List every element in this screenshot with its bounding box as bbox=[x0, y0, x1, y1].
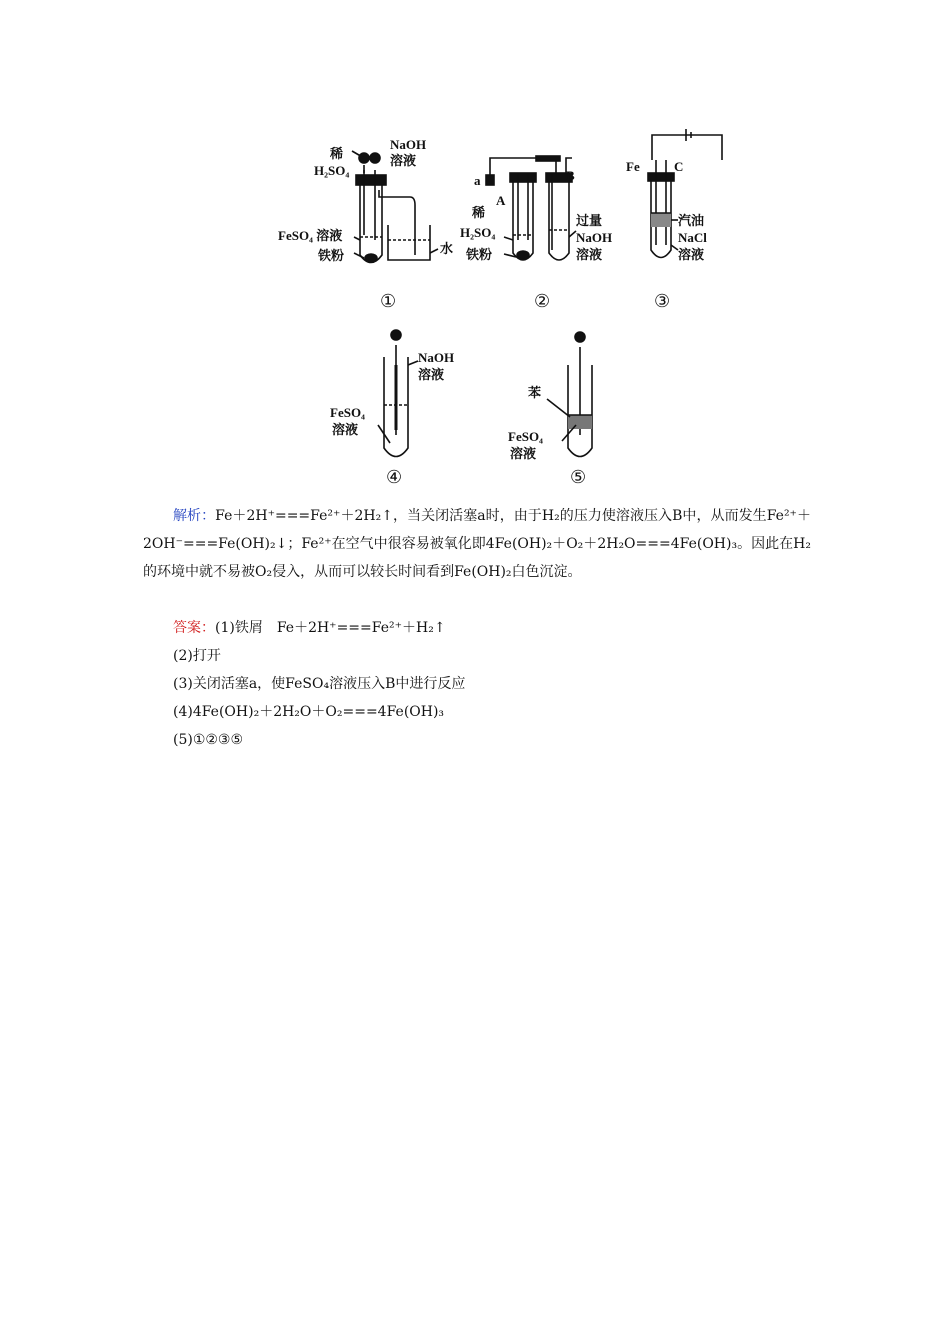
f1-feso4-label: FeSO₄ 溶液 bbox=[278, 228, 343, 243]
analysis-text: Fe＋2H⁺===Fe²⁺＋2H₂↑，当关闭活塞a时，由于H₂的压力使溶液压入B中，从而发生Fe²⁺＋2OH⁻===Fe(OH)₂↓；Fe²⁺在空气中很容易被氧化即4Fe(OH)₂＋O₂＋2H₂O===4Fe(OH)₃。因此在H₂的环境中就不易被O₂侵入，从而可以较长时间看到Fe(OH)₂白色沉淀。 bbox=[143, 508, 811, 580]
answer-item-4: (4)4Fe(OH)₂＋2H₂O＋O₂===4Fe(OH)₃ bbox=[173, 704, 445, 720]
apparatus-diagram bbox=[260, 125, 707, 495]
f2-h2so4-label: H₂SO₄ bbox=[460, 225, 496, 240]
f2-rongye-label: 溶液 bbox=[576, 247, 603, 262]
answer-item-1: (1)铁屑 Fe＋2H⁺===Fe²⁺＋H₂↑ bbox=[215, 620, 446, 636]
f2-B-label: B bbox=[566, 168, 575, 183]
f4-naoh-label: NaOH bbox=[418, 350, 455, 365]
f3-fe-label: Fe bbox=[626, 159, 640, 174]
f2-xi-label: 稀 bbox=[472, 205, 486, 220]
answer-item-3: (3)关闭活塞a，使FeSO₄溶液压入B中进行反应 bbox=[173, 676, 466, 692]
f3-rongye-label: 溶液 bbox=[678, 247, 705, 262]
answer-block bbox=[143, 614, 811, 754]
f2-tiefen-label: 铁粉 bbox=[466, 247, 493, 262]
f2-A-label: A bbox=[496, 193, 506, 208]
figure-number-3: ③ bbox=[654, 291, 671, 312]
f5-feso4-label: FeSO₄ bbox=[508, 429, 543, 444]
f1-tiefen-label: 铁粉 bbox=[318, 248, 345, 263]
f2-guoliang-label: 过量 bbox=[576, 213, 603, 228]
f4-rongye2-label: 溶液 bbox=[332, 422, 359, 437]
f1-naoh-label: NaOH bbox=[390, 137, 427, 152]
f3-qiyou-label: 汽油 bbox=[678, 213, 705, 228]
apparatus-1 bbox=[356, 153, 430, 263]
figure-number-1: ① bbox=[380, 291, 397, 312]
answer-label: 答案： bbox=[173, 620, 215, 636]
f4-feso4-label: FeSO₄ bbox=[330, 405, 365, 420]
answer-line-1 bbox=[143, 614, 811, 642]
answer-item-5: (5)①②③⑤ bbox=[173, 732, 244, 748]
apparatus-figure bbox=[260, 125, 707, 495]
f2-a-label: a bbox=[474, 173, 481, 188]
figure-number-4: ④ bbox=[386, 467, 403, 488]
apparatus-2 bbox=[486, 156, 572, 260]
apparatus-5 bbox=[568, 332, 592, 457]
answer-item-2: (2)打开 bbox=[173, 648, 221, 664]
apparatus-4 bbox=[384, 330, 408, 457]
figure-number-2: ② bbox=[534, 291, 551, 312]
f5-rongye-label: 溶液 bbox=[510, 446, 537, 461]
f1-h2so4-label: H₂SO₄ bbox=[314, 163, 350, 178]
f1-water-label: 水 bbox=[440, 241, 454, 256]
figure-number-5: ⑤ bbox=[570, 467, 587, 488]
analysis-paragraph bbox=[143, 502, 811, 586]
f4-rongye-label: 溶液 bbox=[418, 367, 445, 382]
f2-naoh-label: NaOH bbox=[576, 230, 613, 245]
f1-rongye-label: 溶液 bbox=[390, 153, 417, 168]
f1-xi-label: 稀 bbox=[330, 146, 344, 161]
analysis-label: 解析： bbox=[173, 508, 216, 524]
f3-c-label: C bbox=[674, 159, 684, 174]
f5-ben-label: 苯 bbox=[528, 385, 542, 400]
f3-nacl-label: NaCl bbox=[678, 230, 707, 245]
